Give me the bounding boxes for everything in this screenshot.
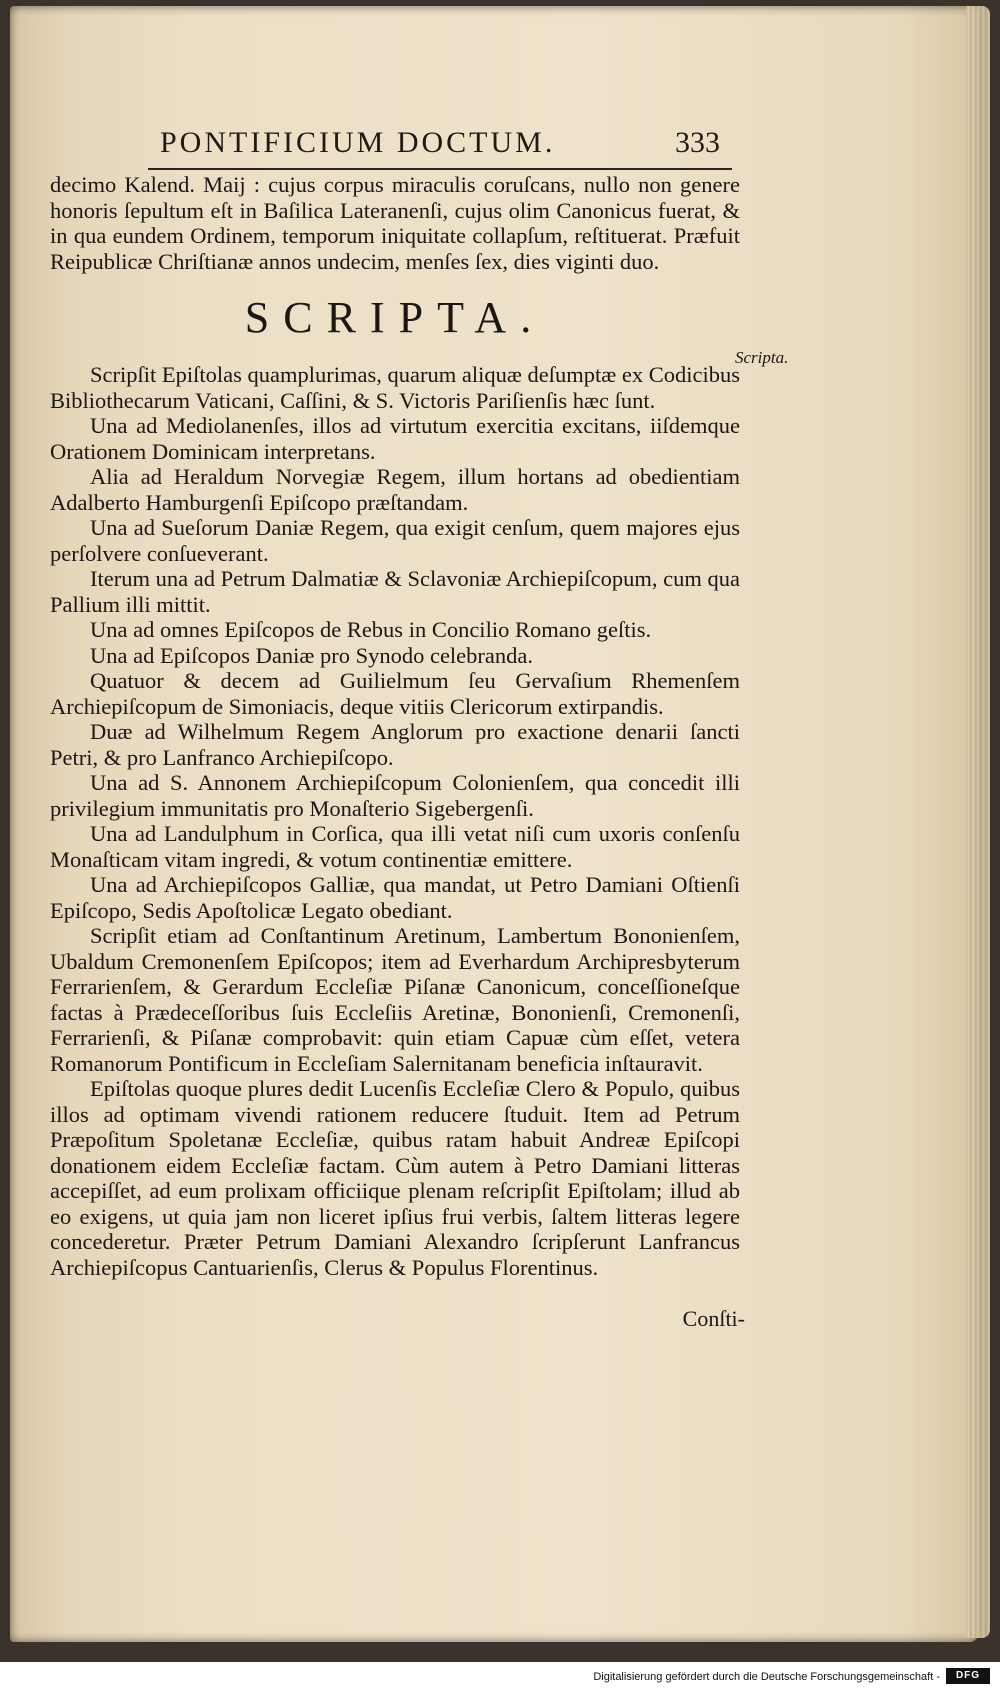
margin-note: Scripta. bbox=[735, 348, 789, 367]
paragraph-5: Iterum una ad Petrum Dalmatiæ & Sclavoniæ Archiepiſcopum, cum qua Pallium illi mittit. bbox=[50, 566, 740, 617]
running-title: PONTIFICIUM DOCTUM. bbox=[160, 126, 556, 159]
paragraph-8: Quatuor & decem ad Guilielmum ſeu Gervaſium Rhemenſem Archiepiſcopum de Simoniacis, deque vitiis Clericorum extirpandis. bbox=[50, 668, 740, 719]
page-edge bbox=[966, 6, 990, 1638]
paragraph-1: Scripſit Epiſtolas quamplurimas, quarum aliquæ deſumptæ ex Codicibus Bibliothecarum Vaticani, Caſſini, & S. Victoris Pariſienſis hæc ſunt. bbox=[50, 362, 740, 413]
page-number: 333 bbox=[675, 126, 720, 159]
paragraph-4: Una ad Sueſorum Daniæ Regem, qua exigit cenſum, quem majores ejus perſolvere conſueverant. bbox=[50, 515, 740, 566]
paragraph-6: Una ad omnes Epiſcopos de Rebus in Concilio Romano geſtis. bbox=[90, 617, 652, 642]
intro-paragraph: decimo Kalend. Maij : cujus corpus miraculis coruſcans, nullo non genere honoris ſepultum eſt in Baſilica Lateranenſi, cujus olim Canonicus fuerat, & in qua eundem Ordinem, temporum iniquitate collapſum, reſtituerat. Præfuit Reipublicæ Chriſtianæ annos undecim, menſes ſex, dies viginti duo. bbox=[50, 172, 740, 274]
paragraph-9: Duæ ad Wilhelmum Regem Anglorum pro exactione denarii ſancti Petri, & pro Lanfranco Archiepiſcopo. bbox=[50, 719, 740, 770]
header-rule bbox=[148, 168, 732, 170]
paragraph-10: Una ad S. Annonem Archiepiſcopum Colonienſem, qua concedit illi privilegium immunitatis pro Monaſterio Sigebergenſi. bbox=[50, 770, 740, 821]
paragraph-3: Alia ad Heraldum Norvegiæ Regem, illum hortans ad obedientiam Adalberto Hamburgenſi Epiſcopo præſtandam. bbox=[50, 464, 740, 515]
section-title: SCRIPTA. bbox=[244, 293, 546, 342]
catchword: Conſti- bbox=[682, 1306, 745, 1331]
paragraph-11: Una ad Landulphum in Corſica, qua illi vetat niſi cum uxoris conſenſu Monaſticam vitam ingredi, & votum continentiæ emittere. bbox=[50, 821, 740, 872]
paragraph-2: Una ad Mediolanenſes, illos ad virtutum exercitia excitans, iiſdemque Orationem Dominicam interpretans. bbox=[50, 413, 740, 464]
paragraph-13: Scripſit etiam ad Conſtantinum Aretinum, Lambertum Bononienſem, Ubaldum Cremonenſem Epiſcopos; item ad Everhardum Archipresbyterum Ferrarienſem, & Gerardum Eccleſiæ Piſanæ Canonicum, conceſſioneſque factas à Prædeceſſoribus ſuis Eccleſiis Aretinæ, Bononienſi, Cremonenſi, Ferrarienſi, & Piſanæ comprobavit: quin etiam Capuæ cùm eſſet, vetera Romanorum Pontificum in Eccleſiam Salernitanam beneficia inſtauravit. bbox=[50, 923, 740, 1076]
main-text bbox=[50, 172, 740, 1280]
digitization-note: Digitalisierung gefördert durch die Deutsche Forschungsgemeinschaft - bbox=[593, 1671, 940, 1683]
paragraph-12: Una ad Archiepiſcopos Galliæ, qua mandat, ut Petro Damiani Oſtienſi Epiſcopo, Sedis Apoſtolicæ Legato obediant. bbox=[50, 872, 740, 923]
facing-page-bleed bbox=[10, 100, 48, 1120]
dfg-logo: DFG bbox=[946, 1668, 990, 1684]
paragraph-7: Una ad Epiſcopos Daniæ pro Synodo celebranda. bbox=[90, 642, 534, 668]
paragraph-14: Epiſtolas quoque plures dedit Lucenſis Eccleſiæ Clero & Populo, quibus illos ad optimam vivendi rationem reducere ſtuduit. Item ad Petrum Præpoſitum Spoletanæ Eccleſiæ, quibus ratam habuit Andreæ Epiſcopi donationem eidem Eccleſiæ factam. Cùm autem à Petro Damiani litteras accepiſſet, ad eum prolixam officiique plenam reſcripſit Epiſtolam; illud ab eo exigens, ut quia jam non liceret ipſius frui verbis, ſaltem litteras legere concederetur. Præter Petrum Damiani Alexandro ſcripſerunt Lanfrancus Archiepiſcopus Cantuarienſis, Clerus & Populus Florentinus. bbox=[50, 1076, 740, 1280]
page-header bbox=[148, 122, 732, 170]
